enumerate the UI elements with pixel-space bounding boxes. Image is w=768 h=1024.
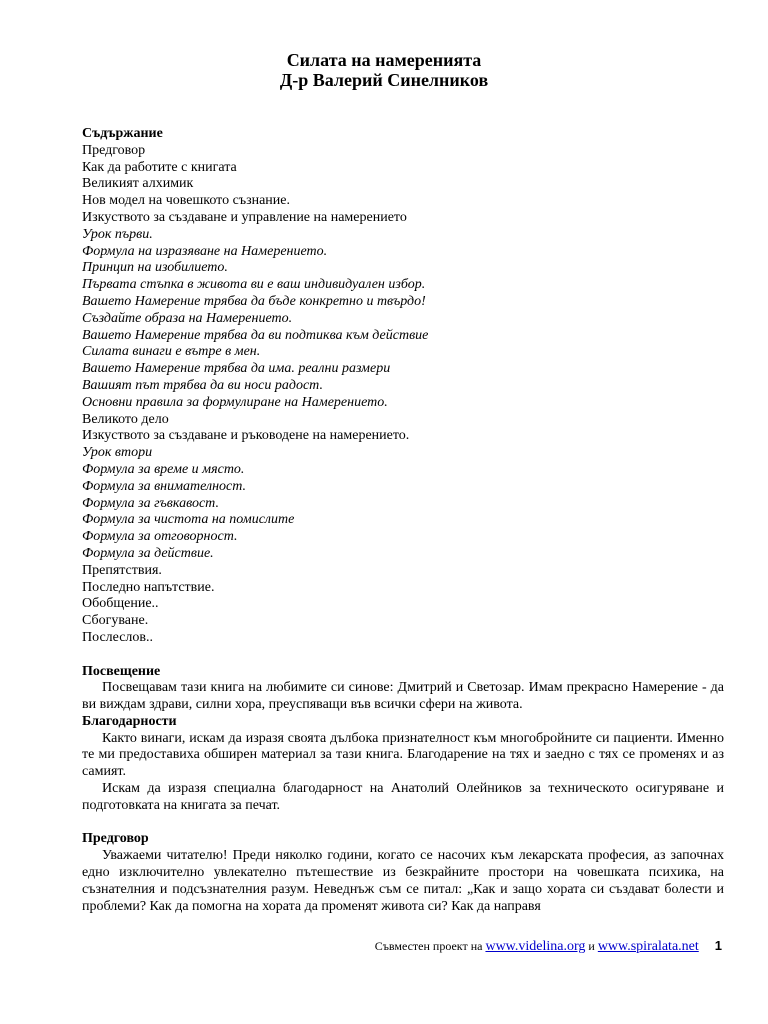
toc-item: Вашето Намерение трябва да има. реални размери	[82, 361, 391, 377]
toc-item: Препятствия.	[82, 562, 162, 578]
spacer	[82, 815, 724, 832]
toc-item: Как да работите с книгата	[82, 159, 237, 175]
toc-item: Формула за гъвкавост.	[82, 495, 219, 511]
toc-item: Нов модел на човешкото съзнание.	[82, 193, 290, 209]
footer-prefix: Съвместен проект на	[374, 939, 486, 953]
toc-item: Великият алхимик	[82, 176, 194, 192]
toc-item: Силата винаги е вътре в мен.	[82, 344, 261, 360]
toc-item: Формула за време и място.	[82, 461, 245, 477]
videlina-link[interactable]: www.videlina.org	[485, 939, 586, 954]
spacer	[82, 647, 724, 664]
toc-item: Първата стъпка в живота ви е ваш индивидуален избор.	[82, 277, 426, 293]
toc-item: Вашето Намерение трябва да бъде конкретно и твърдо!	[82, 293, 426, 309]
toc-item: Формула за внимателност.	[82, 478, 247, 494]
footer-conjunction: и	[585, 939, 598, 953]
toc-item: Основни правила за формулиране на Намерението.	[82, 394, 388, 410]
toc-item: Послеслов..	[82, 629, 154, 645]
toc-heading: Съдържание	[82, 126, 163, 141]
toc-item: Урок първи.	[82, 226, 153, 242]
toc-item: Сбогуване.	[82, 613, 149, 629]
toc-item: Принцип на изобилието.	[82, 260, 228, 276]
preface-heading: Предговор	[82, 831, 149, 847]
toc-item: Изкуството за създаване и управление на намерението	[82, 209, 407, 225]
spiralata-link[interactable]: www.spiralata.net	[597, 939, 699, 954]
toc-item: Великото дело	[82, 411, 169, 427]
toc-list	[82, 143, 724, 647]
toc-item: Обобщение..	[82, 596, 159, 612]
toc-item: Формула за отговорност.	[82, 529, 238, 545]
toc-item: Вашето Намерение трябва да ви подтиква към действие	[82, 327, 429, 343]
dedication-paragraph: Посвещавам тази книга на любимите си синове: Дмитрий и Светозар. Имам прекрасно Намерение - да ви виждам здрави, силни хора, преуспяващи във всички сфери на живота.	[82, 680, 724, 713]
page-footer	[0, 938, 722, 955]
book-title: Силата на намеренията	[286, 50, 482, 70]
toc-item: Изкуството за създаване и ръководене на намерението.	[82, 428, 410, 444]
toc-item: Предговор	[82, 142, 146, 158]
document-body	[82, 126, 724, 915]
preface-paragraph: Уважаеми читателю! Преди няколко години, когато се насочих към лекарската професия, аз започнах едно изключително увлекателно пътешествие из безкрайните простори на човешката психика, на съзнателния и подсъзнателния разум. Неведнъж съм се питал: „Как и защо хората си създават болести и проблеми? Как да помогна на хората да променят живота си? Как да направя	[82, 848, 724, 914]
acknowledgements-heading: Благодарности	[82, 713, 177, 729]
toc-item: Формула за действие.	[82, 545, 214, 561]
dedication-heading: Посвещение	[82, 663, 161, 679]
toc-item: Вашият път трябва да ви носи радост.	[82, 377, 323, 393]
toc-item: Създайте образа на Намерението.	[82, 310, 293, 326]
toc-item: Урок втори	[82, 445, 153, 461]
document-title	[0, 50, 768, 90]
acknowledgements-paragraph: Искам да изразя специална благодарност на Анатолий Олейников за техническото осигуряване и подготовката на книгата за печат.	[82, 781, 724, 813]
book-author: Д-р Валерий Синелников	[279, 70, 489, 90]
toc-item: Последно напътствие.	[82, 579, 215, 595]
page-number: 1	[714, 938, 722, 953]
acknowledgements-paragraph: Както винаги, искам да изразя своята дълбока признателност към многобройните си пациенти. Именно те ми предоставиха обширен материал за тази книга. Благодарение на тях и заедно с тях се променях и аз самият.	[82, 730, 724, 780]
toc-item: Формула на изразяване на Намерението.	[82, 243, 328, 259]
toc-item: Формула за чистота на помислите	[82, 512, 295, 528]
